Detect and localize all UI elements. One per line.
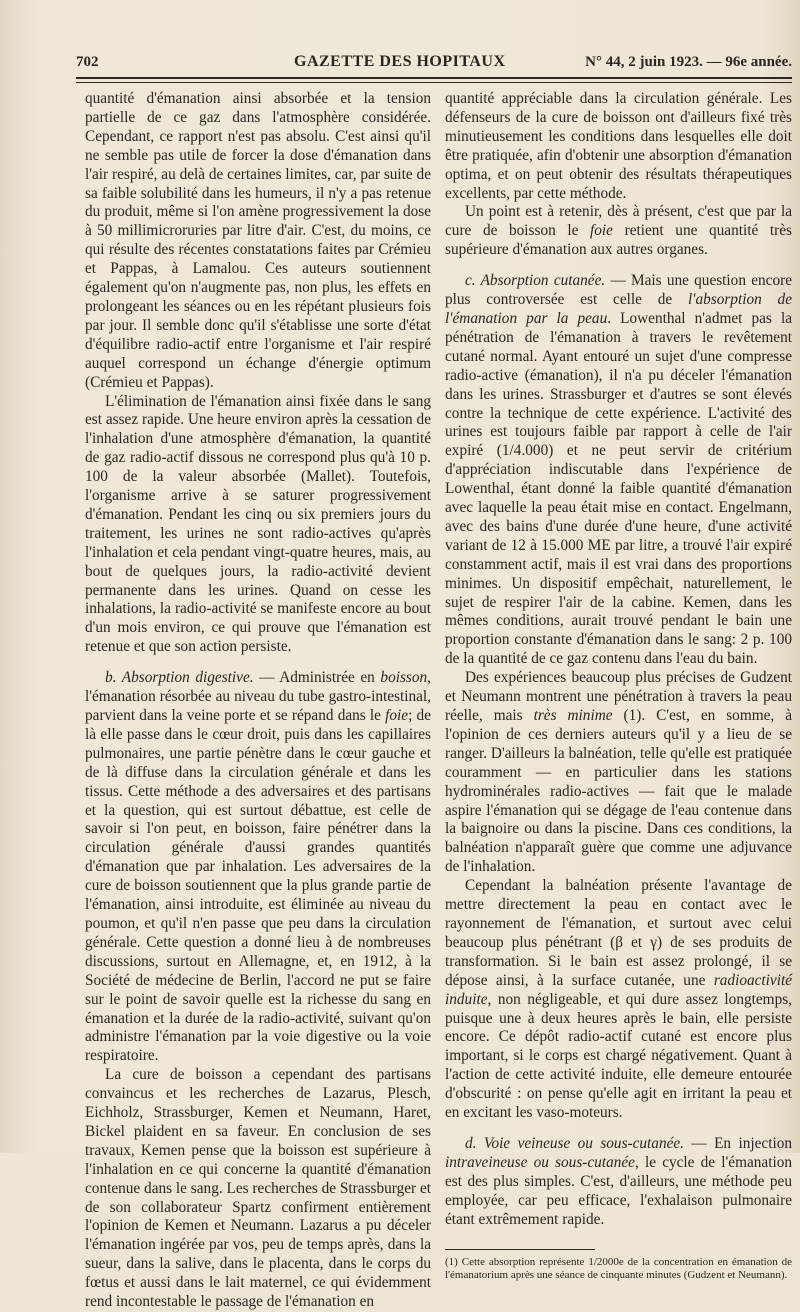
paragraph: Cependant la balnéation présente l'avantage de mettre directement la peau en contact avec le rayonnement de l'émanation, et surtout avec celui beaucoup plus pénétrant (β et γ) de ses produits de transformation. Si le bain est assez prolongé, il se dépose ainsi, à la surface cutanée, une radioactivité induite, non négligeable, et qui dure assez longtemps, puisque une à deux heures après le bain, elle persiste encore. Ce dépôt radio-actif cutané est encore plus important, si le corps est chargé négativement. Quant à l'action de cette activité induite, elle demeure entourée d'obscurité : on pense qu'elle agit en irritant la peau et en excitant les vaso-moteurs. [445, 877, 792, 1122]
page-header [76, 50, 792, 76]
paragraph: quantité appréciable dans la circulation générale. Les défenseurs de la cure de boisson ont d'ailleurs fixé très minutieusement les conditions dans lesquelles elle doit être pratiquée, afin d'obtenir une absorption d'émanation optima, et on peut obtenir des résultats thérapeutiques excellents, par cette méthode. [445, 90, 792, 202]
paragraph: L'élimination de l'émanation ainsi fixée dans le sang est assez rapide. Une heure environ après la cessation de l'inhalation d'une atmosphère d'émanation, la quantité de gaz radio-actif dissous ne correspond plus qu'à 10 p. 100 de la valeur absorbée (Mallet). Toutefois, l'organisme arrive à se saturer progressivement d'émanation. Pendant les cinq ou six premiers jours du traitement, les urines ne sont radio-actives qu'après l'inhalation et cela pendant vingt-quatre heures, mais, au bout de quelques jours, la radio-activité devient permanente dans les urines. Quand on cesse les inhalations, la radio-activité se manifeste encore au bout d'un mois environ, ce qui prouve que l'émanation est retenue et que son action persiste. [85, 392, 431, 656]
paragraph: Des expériences beaucoup plus précises de Gudzent et Neumann montrent une pénétration à travers la peau réelle, mais très minime (1). C'est, en somme, à l'opinion de ces derniers auteurs qu'il y a lieu de se ranger. D'ailleurs la balnéation, telle qu'elle est pratiquée couramment — en particulier dans les stations hydrominérales radio-actives — fait que le malade aspire l'émanation qui se dégage de l'eau contenue dans la baignoire ou dans la piscine. Dans ces conditions, la balnéation n'apparaît guère que comme une adjuvance de l'inhalation. [445, 669, 792, 876]
page-number: 702 [76, 54, 99, 70]
issue-info: N° 44, 2 juin 1923. — 96e année. [585, 54, 792, 70]
journal-title: GAZETTE DES HOPITAUX [294, 53, 506, 70]
header-rule-thin [76, 82, 792, 83]
paragraph-absorption-cutanee: c. Absorption cutanée. — Mais une question encore plus controversée est celle de l'absorption de l'émanation par la peau. Lowenthal n'admet pas la pénétration de l'émanation à travers le revêtement cutané normal. Ayant entouré un sujet d'une compresse radio-active (émanation), il n'a pu déceler l'émanation dans les urines. Strassburger et d'autres se sont élevés contre la technique de cette expérience. L'activité des urines est toujours faible par rapport à celle de l'air expiré (1/4.000) et ne peut servir de critérium d'appréciation indiscutable dans l'expérience de Lowenthal, étant donné la faible quantité d'émanation avec laquelle la peau était mise en contact. Engelmann, avec des bains d'une durée d'une heure, d'une activité variant de 12 à 15.000 ME par litre, a trouvé l'air expiré constamment actif, mais il est vrai dans des proportions minimes. Un dispositif empêchait, naturellement, le sujet de respirer l'air de la cabine. Kemen, dans les mêmes conditions, aurait trouvé pendant le bain une proportion constante d'émanation dans le sang: 2 p. 100 de la quantité de ce gaz contenu dans l'eau du bain. [445, 272, 792, 668]
paragraph-voie-veineuse: d. Voie veineuse ou sous-cutanée. — En injection intraveineuse ou sous-cutanée, le cycle de l'émanation est des plus simples. C'est, d'ailleurs, une méthode peu employée, car peu efficace, l'exhalaison pulmonaire étant extrêmement rapide. [445, 1134, 792, 1228]
paragraph: quantité d'émanation ainsi absorbée et la tension partielle de ce gaz dans l'atmosphère considérée. Cependant, ce rapport n'est pas absolu. C'est ainsi qu'il ne semble pas utile de forcer la dose d'émanation dans l'air respiré, au delà de certaines limites, car, par suite de sa faible solubilité dans les humeurs, il n'y a pas retenue du produit, même si l'on amène progressivement la dose à 50 millimicroruries par litre d'air. C'est, du moins, ce qui résulte des récentes constatations faites par Crémieu et Pappas, à Lamalou. Ces auteurs soutiennent également qu'on n'augmente pas, non plus, les effets en prolongeant les séances ou en les répétant plusieurs fois par jour. Il semble donc qu'il s'établisse une sorte d'état d'équilibre radio-actif entre l'organisme et l'air respiré auquel correspond un échange d'énergie optimum (Crémieu et Pappas). [85, 90, 431, 391]
footnote: (1) Cette absorption représente 1/2000e de la concentration en émanation de l'émanatorium après une séance de cinquante minutes (Gudzent et Neumann). [445, 1256, 792, 1282]
header-rule-thick [76, 77, 792, 79]
section-heading: c. Absorption cutanée. [465, 272, 606, 290]
paragraph: La cure de boisson a cependant des partisans convaincus et les recherches de Lazarus, Plesch, Eichholz, Strassburger, Kemen et Neumann, Haret, Bickel plaident en sa faveur. En conclusion de ses travaux, Kemen pense que la boisson est supérieure à l'inhalation en ce qui concerne la quantité d'émanation contenue dans le sang. Les recherches de Strassburger et de son collaborateur Spartz confirment entièrement l'opinion de Kemen et Neumann. Lazarus a pu déceler l'émanation ingérée par vos, peu de temps après, dans la sueur, dans la salive, dans le placenta, dans le corps du fœtus et aussi dans le lait maternel, ce qui évidemment rend incontestable le passage de l'émanation en [85, 1066, 431, 1311]
left-column [85, 90, 431, 1312]
footnote-rule [445, 1249, 595, 1250]
paragraph-absorption-digestive: b. Absorption digestive. — Administrée en boisson, l'émanation résorbée au niveau du tube gastro-intestinal, parvient dans la veine porte et se répand dans le foie; de là elle passe dans le cœur droit, puis dans les capillaires pulmonaires, une partie pénètre dans le cœur gauche et de là diffuse dans la circulation générale et dans les tissus. Cette méthode a des adversaires et des partisans et la question, qui est surtout débattue, est celle de savoir si l'on peut, en boisson, faire pénétrer dans la circulation générale d'aussi grandes quantités d'émanation que par inhalation. Les adversaires de la cure de boisson soutiennent que la plus grande partie de l'émanation, ainsi introduite, est éliminée au niveau du poumon, et qu'il n'en passe que peu dans la circulation générale. Cette question a donné lieu à de nombreuses discussions, surtout en Allemagne, et, en 1912, à la Société de médecine de Berlin, l'accord ne put se faire sur le point de savoir quelle est la richesse du sang en émanation et la durée de la radio-activité, suivant qu'on administre l'émanation par la voie digestive ou la voie respiratoire. [85, 669, 431, 1065]
section-heading: b. Absorption digestive. [105, 669, 254, 687]
right-column [445, 90, 792, 1282]
section-heading: d. Voie veineuse ou sous-cutanée. [465, 1134, 685, 1152]
paragraph: Un point est à retenir, dès à présent, c'est que par la cure de boisson le foie retient une quantité très supérieure d'émanation aux autres organes. [445, 203, 792, 259]
